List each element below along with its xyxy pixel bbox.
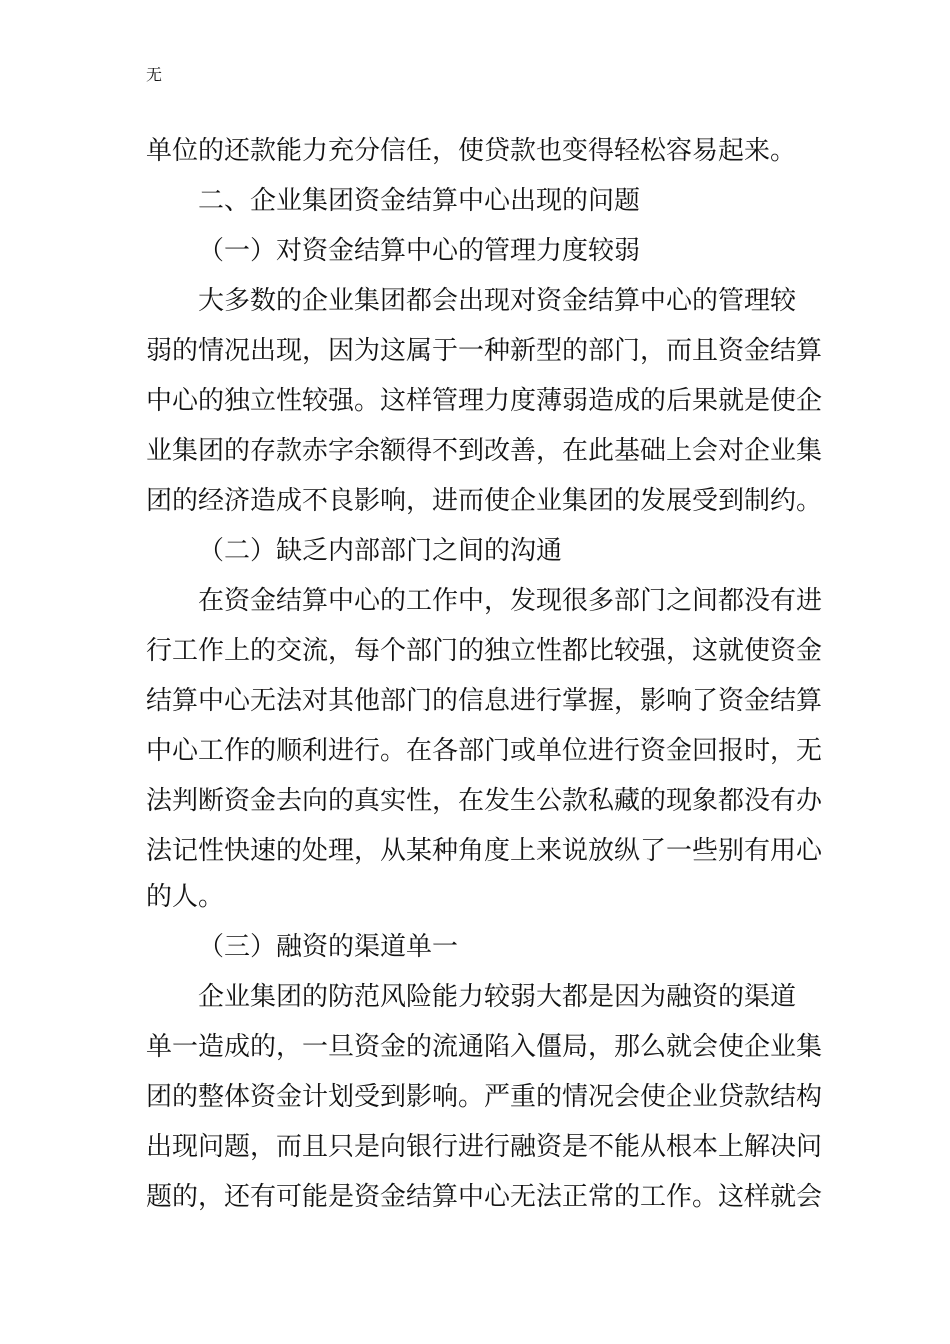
paragraph-line: 单位的还款能力充分信任，使贷款也变得轻松容易起来。 [146, 136, 797, 166]
paragraph-line: 法记性快速的处理，从某种角度上来说放纵了一些别有用心 [146, 836, 823, 866]
paragraph-line: 业集团的存款赤字余额得不到改善，在此基础上会对企业集 [146, 436, 823, 466]
subsection-heading: （一）对资金结算中心的管理力度较弱 [198, 236, 641, 266]
paragraph-line: 弱的情况出现，因为这属于一种新型的部门，而且资金结算 [146, 336, 823, 366]
subsection-heading: （三）融资的渠道单一 [198, 932, 459, 962]
paragraph-line: 团的经济造成不良影响，进而使企业集团的发展受到制约。 [146, 486, 823, 516]
page-header: 无 [146, 65, 163, 84]
subsection-heading: （二）缺乏内部部门之间的沟通 [198, 536, 563, 566]
paragraph-line: 单一造成的，一旦资金的流通陷入僵局，那么就会使企业集 [146, 1032, 823, 1062]
paragraph-line: 大多数的企业集团都会出现对资金结算中心的管理较 [198, 286, 797, 316]
paragraph-line: 法判断资金去向的真实性，在发生公款私藏的现象都没有办 [146, 786, 823, 816]
paragraph-line: 的人。 [146, 882, 225, 912]
paragraph-line: 中心的独立性较强。这样管理力度薄弱造成的后果就是使企 [146, 386, 823, 416]
paragraph-line: 出现问题，而且只是向银行进行融资是不能从根本上解决问 [146, 1132, 823, 1162]
paragraph-line: 中心工作的顺利进行。在各部门或单位进行资金回报时，无 [146, 736, 823, 766]
section-heading: 二、企业集团资金结算中心出现的问题 [198, 186, 641, 216]
paragraph-line: 行工作上的交流，每个部门的独立性都比较强，这就使资金 [146, 636, 823, 666]
paragraph-line: 在资金结算中心的工作中，发现很多部门之间都没有进 [198, 586, 823, 616]
paragraph-line: 题的，还有可能是资金结算中心无法正常的工作。这样就会 [146, 1182, 823, 1212]
paragraph-line: 结算中心无法对其他部门的信息进行掌握，影响了资金结算 [146, 686, 823, 716]
paragraph-line: 团的整体资金计划受到影响。严重的情况会使企业贷款结构 [146, 1082, 823, 1112]
paragraph-line: 企业集团的防范风险能力较弱大都是因为融资的渠道 [198, 982, 797, 1012]
